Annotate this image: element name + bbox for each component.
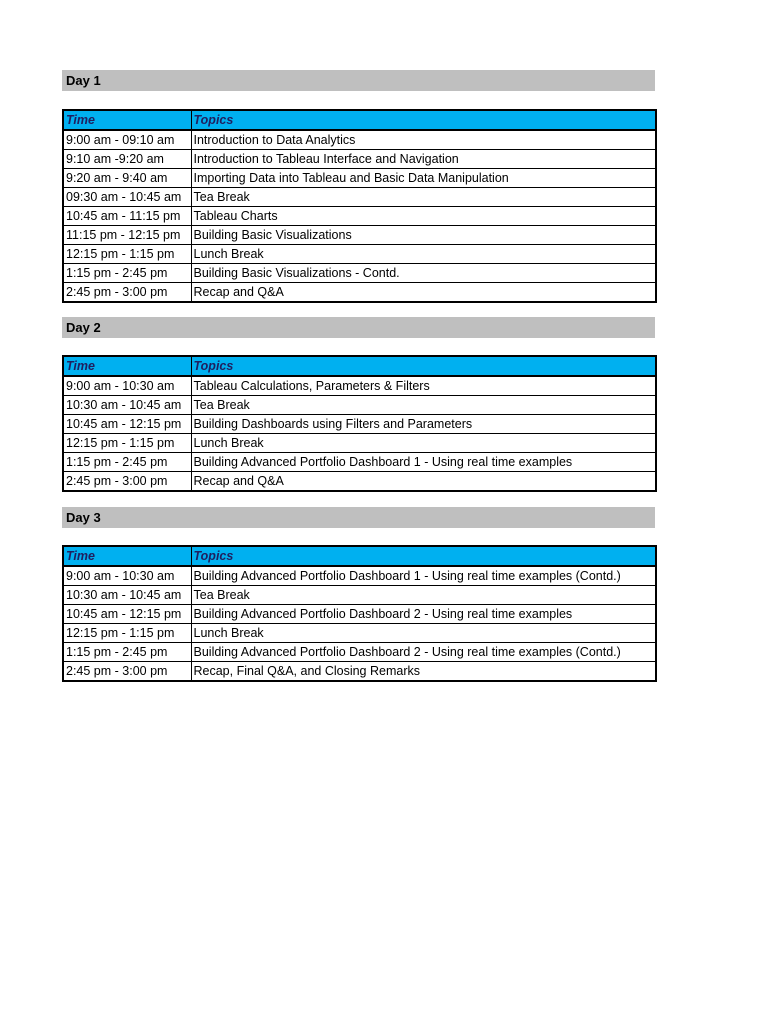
table-row bbox=[63, 472, 656, 492]
topic-cell: Recap and Q&A bbox=[191, 283, 656, 303]
table-row bbox=[63, 376, 656, 396]
time-cell: 09:30 am - 10:45 am bbox=[63, 188, 191, 207]
topic-cell: Lunch Break bbox=[191, 624, 656, 643]
time-cell: 10:45 am - 12:15 pm bbox=[63, 415, 191, 434]
time-cell: 11:15 pm - 12:15 pm bbox=[63, 226, 191, 245]
time-cell: 12:15 pm - 1:15 pm bbox=[63, 434, 191, 453]
topic-cell: Lunch Break bbox=[191, 245, 656, 264]
table-row bbox=[63, 662, 656, 682]
time-cell: 10:30 am - 10:45 am bbox=[63, 396, 191, 415]
time-cell: 2:45 pm - 3:00 pm bbox=[63, 662, 191, 682]
time-cell: 2:45 pm - 3:00 pm bbox=[63, 283, 191, 303]
time-cell: 10:30 am - 10:45 am bbox=[63, 586, 191, 605]
topics-column-header: Topics bbox=[191, 546, 656, 566]
table-row bbox=[63, 624, 656, 643]
table-header-row bbox=[63, 110, 656, 130]
time-cell: 12:15 pm - 1:15 pm bbox=[63, 624, 191, 643]
day-title: Day 2 bbox=[62, 317, 655, 338]
day-3-section bbox=[62, 507, 655, 678]
table-row bbox=[63, 586, 656, 605]
day-1-section bbox=[62, 70, 655, 299]
time-column-header: Time bbox=[63, 546, 191, 566]
time-cell: 10:45 am - 12:15 pm bbox=[63, 605, 191, 624]
topic-cell: Tableau Charts bbox=[191, 207, 656, 226]
table-row bbox=[63, 415, 656, 434]
day-2-section bbox=[62, 317, 655, 488]
time-cell: 1:15 pm - 2:45 pm bbox=[63, 453, 191, 472]
time-cell: 10:45 am - 11:15 pm bbox=[63, 207, 191, 226]
schedule-table bbox=[62, 109, 657, 303]
table-row bbox=[63, 396, 656, 415]
topic-cell: Tea Break bbox=[191, 396, 656, 415]
table-row bbox=[63, 226, 656, 245]
topic-cell: Building Advanced Portfolio Dashboard 1 - Using real time examples (Contd.) bbox=[191, 566, 656, 586]
topic-cell: Recap and Q&A bbox=[191, 472, 656, 492]
time-cell: 12:15 pm - 1:15 pm bbox=[63, 245, 191, 264]
topic-cell: Building Basic Visualizations - Contd. bbox=[191, 264, 656, 283]
time-cell: 9:00 am - 09:10 am bbox=[63, 130, 191, 150]
table-header-row bbox=[63, 546, 656, 566]
table-row bbox=[63, 169, 656, 188]
table-header-row bbox=[63, 356, 656, 376]
table-row bbox=[63, 188, 656, 207]
time-cell: 9:20 am - 9:40 am bbox=[63, 169, 191, 188]
topic-cell: Tea Break bbox=[191, 586, 656, 605]
topic-cell: Building Advanced Portfolio Dashboard 1 - Using real time examples bbox=[191, 453, 656, 472]
table-row bbox=[63, 130, 656, 150]
topic-cell: Tableau Calculations, Parameters & Filters bbox=[191, 376, 656, 396]
topic-cell: Introduction to Tableau Interface and Navigation bbox=[191, 150, 656, 169]
topic-cell: Lunch Break bbox=[191, 434, 656, 453]
topics-column-header: Topics bbox=[191, 356, 656, 376]
day-title: Day 3 bbox=[62, 507, 655, 528]
time-cell: 9:00 am - 10:30 am bbox=[63, 566, 191, 586]
table-row bbox=[63, 434, 656, 453]
topic-cell: Importing Data into Tableau and Basic Data Manipulation bbox=[191, 169, 656, 188]
table-row bbox=[63, 643, 656, 662]
topic-cell: Building Dashboards using Filters and Parameters bbox=[191, 415, 656, 434]
topic-cell: Building Advanced Portfolio Dashboard 2 - Using real time examples (Contd.) bbox=[191, 643, 656, 662]
table-row bbox=[63, 283, 656, 303]
table-row bbox=[63, 453, 656, 472]
table-row bbox=[63, 245, 656, 264]
schedule-table bbox=[62, 355, 657, 492]
topic-cell: Recap, Final Q&A, and Closing Remarks bbox=[191, 662, 656, 682]
time-cell: 1:15 pm - 2:45 pm bbox=[63, 264, 191, 283]
time-cell: 2:45 pm - 3:00 pm bbox=[63, 472, 191, 492]
time-cell: 9:00 am - 10:30 am bbox=[63, 376, 191, 396]
table-row bbox=[63, 150, 656, 169]
table-row bbox=[63, 264, 656, 283]
topic-cell: Introduction to Data Analytics bbox=[191, 130, 656, 150]
time-cell: 1:15 pm - 2:45 pm bbox=[63, 643, 191, 662]
time-cell: 9:10 am -9:20 am bbox=[63, 150, 191, 169]
topic-cell: Tea Break bbox=[191, 188, 656, 207]
topics-column-header: Topics bbox=[191, 110, 656, 130]
topic-cell: Building Advanced Portfolio Dashboard 2 - Using real time examples bbox=[191, 605, 656, 624]
schedule-table bbox=[62, 545, 657, 682]
table-row bbox=[63, 605, 656, 624]
day-title: Day 1 bbox=[62, 70, 655, 91]
time-column-header: Time bbox=[63, 356, 191, 376]
time-column-header: Time bbox=[63, 110, 191, 130]
table-row bbox=[63, 207, 656, 226]
topic-cell: Building Basic Visualizations bbox=[191, 226, 656, 245]
table-row bbox=[63, 566, 656, 586]
